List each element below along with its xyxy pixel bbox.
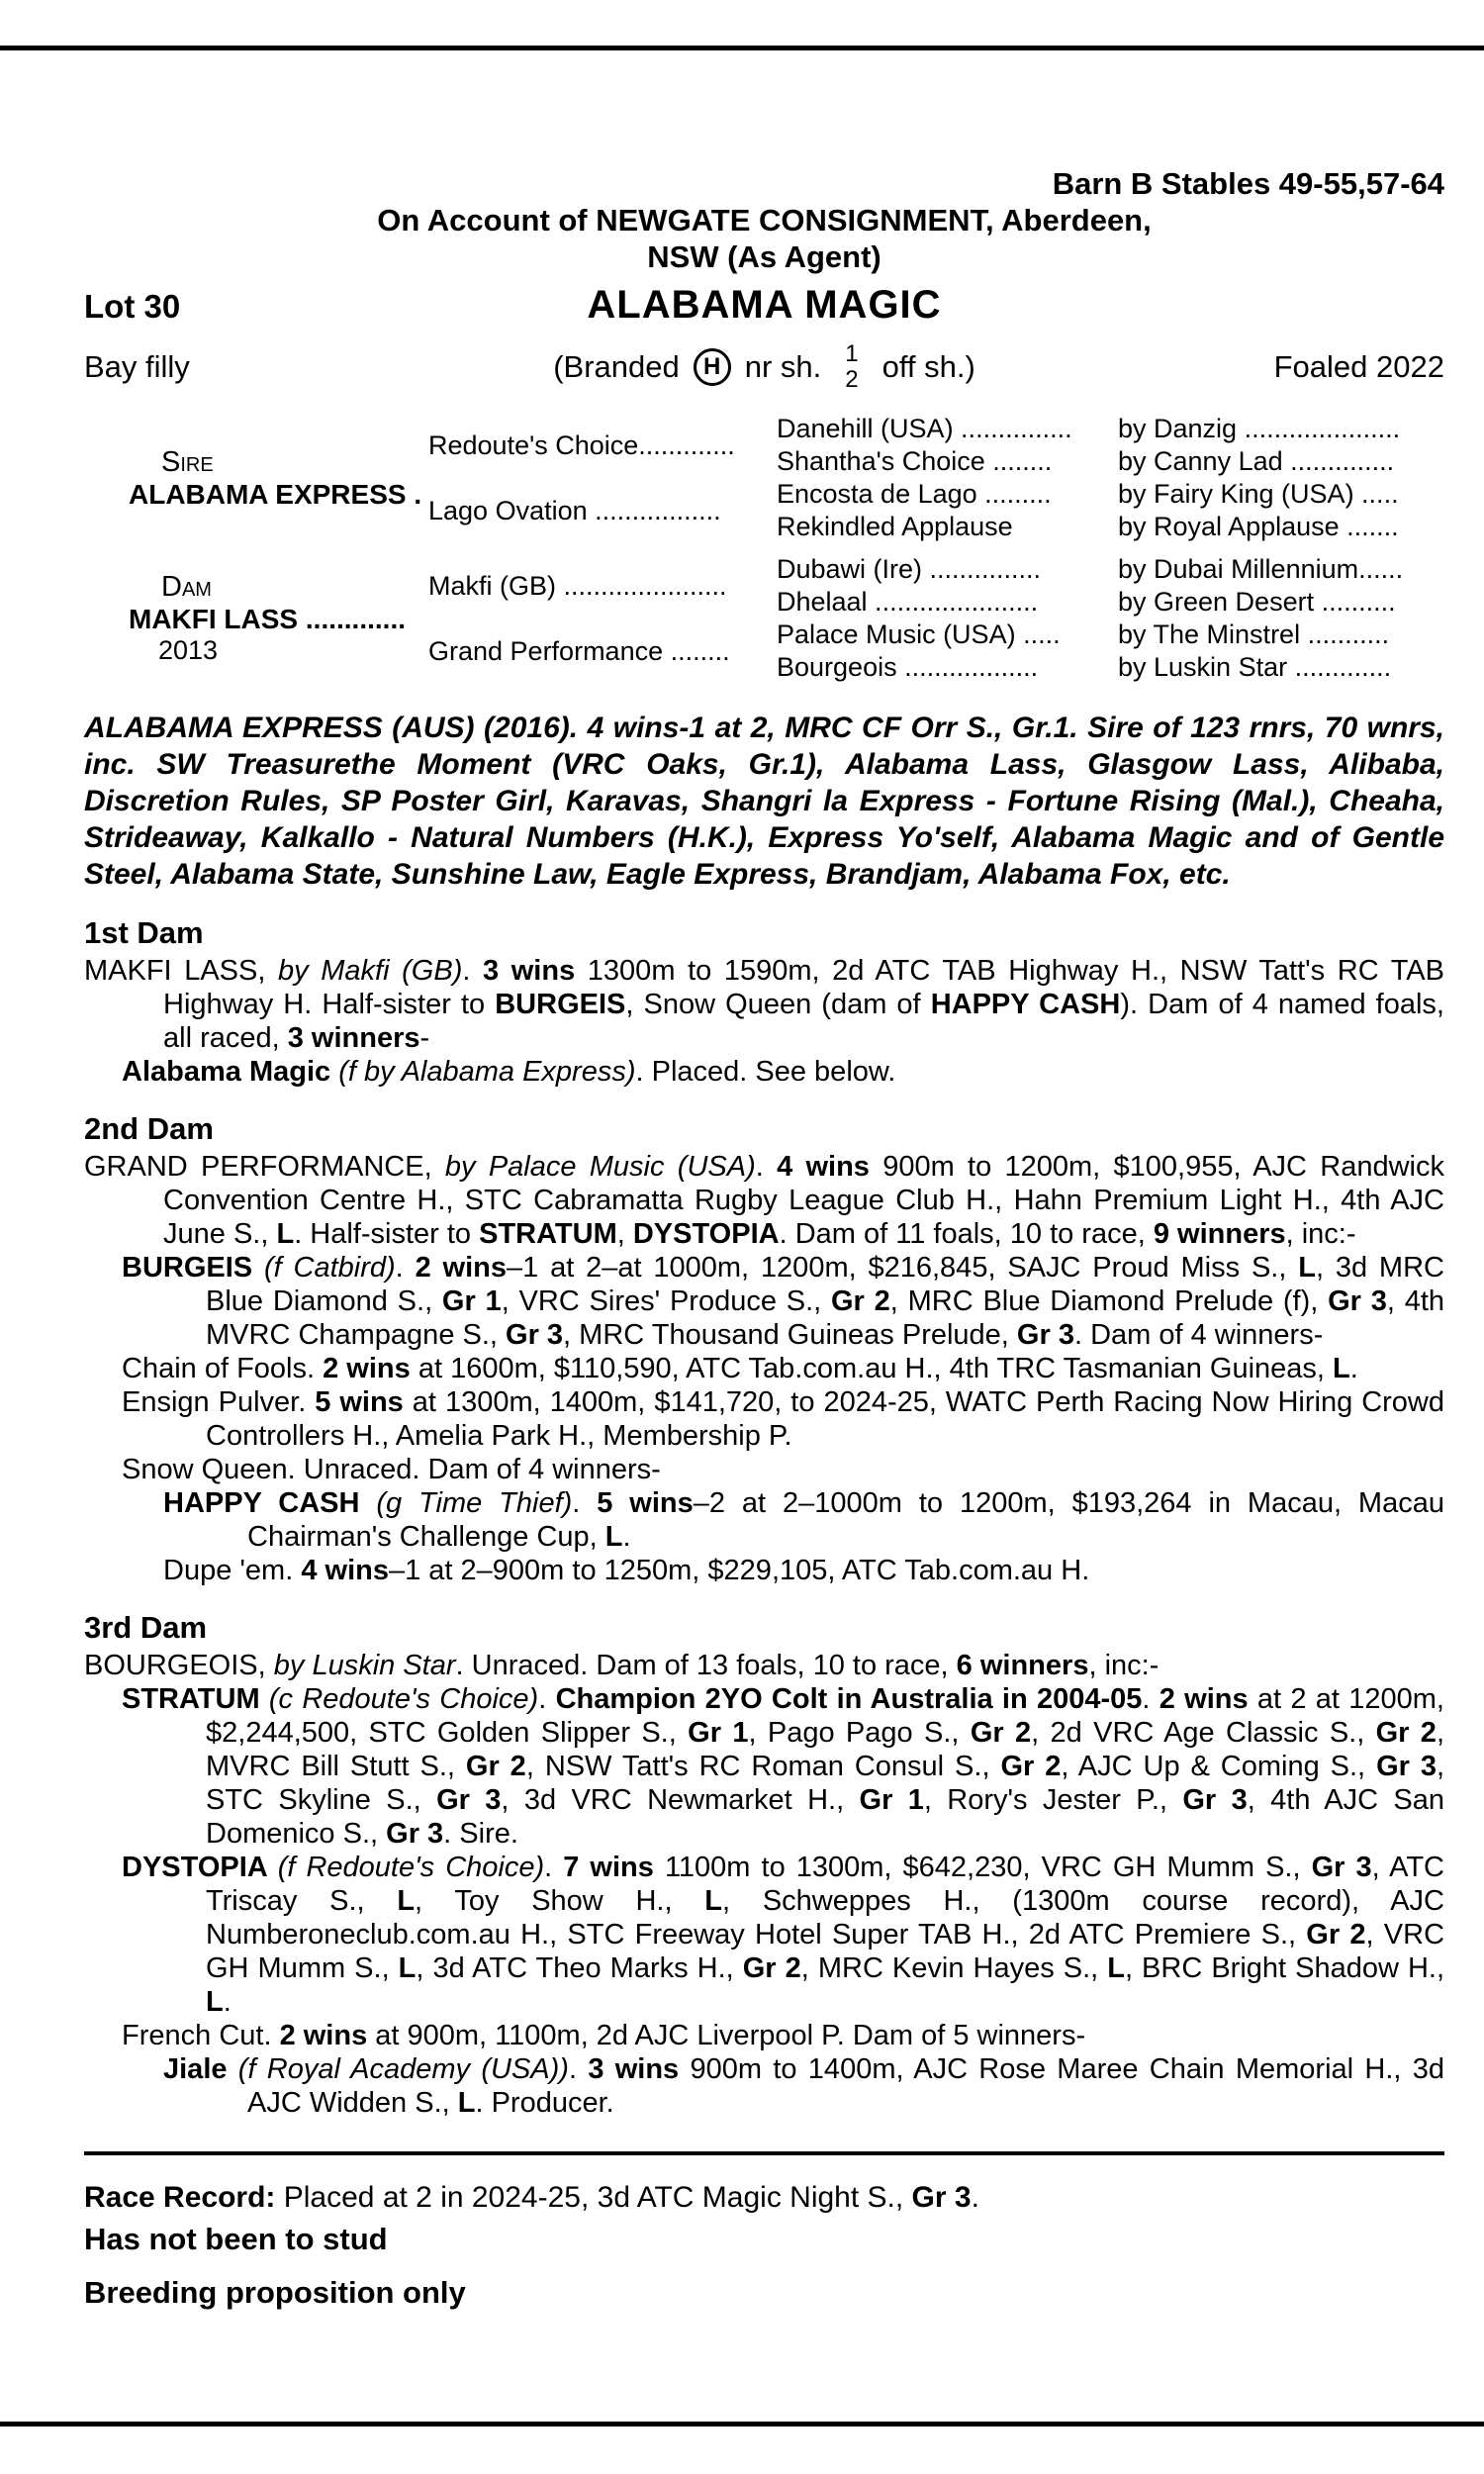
text-segment: Gr 3 <box>911 2181 972 2214</box>
text-segment: –1 at 2–900m to 1250m, $229,105, ATC Tab.com.au H. <box>388 1555 1090 1586</box>
brand-fraction-bottom: 2 <box>845 366 859 393</box>
text-segment: 3 wins <box>588 2053 680 2085</box>
text-segment: (f Catbird) <box>263 1252 396 1284</box>
text-segment: , Pago Pago S., <box>748 1717 971 1749</box>
dam-label: Dam <box>161 571 212 603</box>
text-segment: , VRC GH Mumm S., <box>206 1919 1445 1984</box>
first-dam-heading: 1st Dam <box>84 915 204 950</box>
foaled-year-label: Foaled 2022 <box>1273 349 1444 384</box>
text-segment: . <box>223 1986 232 2018</box>
catalogue-page <box>84 0 1444 2312</box>
text-segment: Chain of Fools. <box>122 1353 324 1384</box>
text-segment: Gr 1 <box>859 1784 924 1816</box>
text-segment: by Makfi (GB) <box>278 955 463 987</box>
text-segment: L <box>604 1521 623 1553</box>
pedigree-gen3-entry: Bourgeois .................. <box>777 652 1039 682</box>
text-segment: 5 wins <box>315 1386 404 1418</box>
pedigree-gen3-entry: Rekindled Applause <box>777 512 1013 541</box>
pedigree-gen4-entry: by Fairy King (USA) ..... <box>1118 479 1399 509</box>
colour-sex-label: Bay filly <box>84 349 190 384</box>
text-segment: Dupe 'em. <box>163 1555 302 1586</box>
second-dam-paragraph <box>84 1150 1444 1251</box>
pedigree-gen4-entry: by Danzig ..................... <box>1118 414 1401 443</box>
text-segment: HAPPY CASH <box>163 1487 377 1519</box>
text-segment: 3 wins <box>483 955 576 987</box>
text-segment: 4 wins <box>777 1151 870 1183</box>
first-dam-paragraph <box>84 954 1444 1055</box>
sire-name: ALABAMA EXPRESS . <box>129 478 422 510</box>
text-segment: . <box>1349 1353 1358 1384</box>
horse-info-row <box>84 337 1444 397</box>
text-segment: , BRC Bright Shadow H., <box>1124 1952 1445 1984</box>
pedigree-gen4-entry: by Canny Lad .............. <box>1118 446 1395 476</box>
lot-title-row <box>84 283 1444 328</box>
dam-year: 2013 <box>158 635 219 665</box>
pedigree-gen4-entry: by Green Desert .......... <box>1118 587 1396 617</box>
text-segment: L <box>206 1986 224 2018</box>
text-segment: (f Redoute's Choice) <box>277 1852 545 1883</box>
text-segment: French Cut. <box>122 2020 280 2051</box>
text-segment: , MRC Blue Diamond Prelude (f), <box>889 1285 1329 1317</box>
text-segment: BURGEIS <box>122 1252 264 1284</box>
text-segment: , 3d MRC Blue Diamond S., <box>206 1252 1444 1317</box>
pedigree-table <box>84 413 1444 684</box>
pedigree-gen3-entry: Danehill (USA) ............... <box>777 414 1072 443</box>
race-record-divider <box>84 2151 1444 2155</box>
text-segment: L <box>1298 1252 1316 1284</box>
text-segment: ). Dam of 4 named foals, all raced, <box>163 989 1444 1054</box>
text-segment: Gr 1 <box>688 1717 749 1749</box>
lot-number: Lot 30 <box>84 288 181 325</box>
text-segment: 4 wins <box>301 1555 389 1586</box>
text-segment: , 4th MVRC Champagne S., <box>206 1285 1445 1351</box>
consignor-line-2: NSW (As Agent) <box>647 239 881 274</box>
text-segment: . <box>395 1252 416 1284</box>
second-dam-grandprogeny-paragraph <box>163 1554 1444 1587</box>
text-segment: . <box>568 2053 589 2085</box>
text-segment: . <box>755 1151 778 1183</box>
text-segment: Gr 2 <box>465 1751 526 1782</box>
text-segment: . <box>538 1683 556 1715</box>
text-segment: , Toy Show H., <box>415 1885 705 1917</box>
off-shoulder-label: off sh.) <box>881 349 975 384</box>
text-segment: (c Redoute's Choice) <box>268 1683 539 1715</box>
third-dam-grandprogeny-paragraph <box>163 2052 1444 2120</box>
text-segment: . Half-sister to <box>294 1218 480 1250</box>
text-segment: . Sire. <box>443 1818 518 1850</box>
text-segment: at 2 at 1200m, $2,244,500, STC Golden Slipper S., <box>206 1683 1444 1749</box>
brand-number-fraction <box>845 341 858 393</box>
text-segment: DYSTOPIA <box>632 1218 780 1250</box>
text-segment: . <box>1142 1683 1159 1715</box>
second-dam-progeny-paragraph <box>122 1453 1444 1486</box>
pedigree-gen3-entry: Dhelaal ...................... <box>777 587 1039 617</box>
text-segment: (g Time Thief) <box>376 1487 573 1519</box>
text-segment: GRAND PERFORMANCE, <box>84 1151 445 1183</box>
third-dam-progeny-paragraph <box>122 1682 1444 1851</box>
text-segment: 2 wins <box>415 1252 507 1284</box>
barn-stables-line: Barn B Stables 49-55,57-64 <box>1052 166 1444 201</box>
text-segment: , inc:- <box>1088 1650 1159 1681</box>
text-segment: Champion 2YO Colt in Australia in 2004-05 <box>555 1683 1143 1715</box>
third-dam-progeny-paragraph <box>122 1851 1444 2019</box>
text-segment: - <box>419 1022 430 1054</box>
text-segment: Race Record: <box>84 2181 284 2214</box>
pedigree-dam-cell <box>84 553 428 684</box>
sire-summary-paragraph: ALABAMA EXPRESS (AUS) (2016). 4 wins-1 at 2, MRC CF Orr S., Gr.1. Sire of 123 rnrs, 70 wnrs, inc. SW Treasurethe Moment (VRC Oaks, Gr.1), Alabama Lass, Glasgow Lass, Alibaba, Discretion Rules, SP Poster Girl, Karavas, Shangri la Express - Fortune Rising (Mal.), Cheaha, Strideaway, Kalkallo - Natural Numbers (H.K.), Express Yo'self, Alabama Magic and of Gentle Steel, Alabama State, Sunshine Law, Eagle Express, Brandjam, Alabama Fox, etc. <box>84 712 1444 891</box>
text-segment: Gr 2 <box>970 1717 1032 1749</box>
pedigree-gen3-entry: Palace Music (USA) ..... <box>777 619 1061 649</box>
text-segment: Gr 3 <box>1016 1319 1074 1351</box>
text-segment: Placed at 2 in 2024-25, 3d ATC Magic Night S., <box>283 2181 912 2214</box>
text-segment: . <box>622 1521 631 1553</box>
text-segment: 6 winners <box>956 1650 1089 1681</box>
text-segment: 2 wins <box>279 2020 368 2051</box>
pedigree-gen2-entry: Redoute's Choice............. <box>428 429 735 460</box>
second-dam-progeny-paragraph <box>122 1352 1444 1385</box>
text-segment: 2 wins <box>1159 1683 1249 1715</box>
text-segment: 9 winners <box>1153 1218 1286 1250</box>
horse-name-title: ALABAMA MAGIC <box>587 283 942 327</box>
text-segment: Gr 2 <box>1375 1717 1437 1749</box>
race-record-paragraph <box>84 2179 1444 2217</box>
dam-name: MAKFI LASS ............. <box>129 604 407 634</box>
text-segment: –2 at 2–1000m to 1200m, $193,264 in Macau, Macau Chairman's Challenge Cup, <box>247 1487 1444 1553</box>
text-segment: L <box>457 2087 476 2119</box>
text-segment: Gr 1 <box>441 1285 502 1317</box>
text-segment: , MRC Thousand Guineas Prelude, <box>563 1319 1017 1351</box>
text-segment: . Dam of 11 foals, 10 to race, <box>779 1218 1154 1250</box>
text-segment: . <box>572 1487 598 1519</box>
text-segment: at 1600m, $110,590, ATC Tab.com.au H., 4th TRC Tasmanian Guineas, <box>410 1353 1334 1384</box>
text-segment: 5 wins <box>597 1487 694 1519</box>
text-segment: at 1300m, 1400m, $141,720, to 2024-25, WATC Perth Racing Now Hiring Crowd Controllers H., Amelia Park H., Membership P. <box>206 1386 1444 1452</box>
text-segment: –1 at 2–at 1000m, 1200m, $216,845, SAJC Proud Miss S., <box>506 1252 1299 1284</box>
pedigree-gen4-entry: by Royal Applause ....... <box>1118 512 1399 541</box>
text-segment: 3 winners <box>287 1022 420 1054</box>
near-shoulder-label: nr sh. <box>744 349 822 384</box>
text-segment: Gr 3 <box>1182 1784 1248 1816</box>
text-segment: (f by Alabama Express) <box>338 1056 636 1088</box>
text-segment: , Rory's Jester P., <box>923 1784 1183 1816</box>
text-segment: Gr 3 <box>1328 1285 1387 1317</box>
page-bottom-rule <box>0 2422 1484 2426</box>
second-dam-heading: 2nd Dam <box>84 1111 214 1146</box>
text-segment: . Dam of 4 winners- <box>1073 1319 1324 1351</box>
text-segment: by Luskin Star <box>273 1650 456 1681</box>
third-dam-progeny-paragraph <box>122 2019 1444 2052</box>
text-segment: (f Royal Academy (USA)) <box>237 2053 569 2085</box>
pedigree-gen4-entry: by Dubai Millennium...... <box>1118 554 1404 584</box>
pedigree-sire-cell <box>84 413 428 543</box>
text-segment: 1300m to 1590m, 2d ATC TAB Highway H., NSW Tatt's RC TAB Highway H. Half-sister to <box>163 955 1444 1020</box>
consignor-line-1: On Account of NEWGATE CONSIGNMENT, Aberdeen, <box>377 203 1152 238</box>
text-segment: 900m to 1200m, $100,955, AJC Randwick Convention Centre H., STC Cabramatta Rugby League Club H., Hahn Premium Light H., 4th AJC June S., <box>163 1151 1444 1250</box>
branded-prefix: (Branded <box>553 349 680 384</box>
text-segment: BURGEIS <box>495 989 626 1020</box>
pedigree-gen3-entry: Shantha's Choice ........ <box>777 446 1053 476</box>
text-segment: L <box>1107 1952 1125 1984</box>
text-segment: STRATUM <box>479 1218 617 1250</box>
text-segment: Gr 3 <box>436 1784 502 1816</box>
text-segment: L <box>704 1885 723 1917</box>
sire-label: Sire <box>161 445 214 478</box>
text-segment: L <box>276 1218 295 1250</box>
text-segment: Gr 2 <box>1000 1751 1062 1782</box>
first-dam-progeny-paragraph <box>122 1055 1444 1089</box>
pedigree-gen2-entry: Lago Ovation ................. <box>428 495 721 525</box>
text-segment: at 900m, 1100m, 2d AJC Liverpool P. Dam of 5 winners- <box>367 2020 1086 2051</box>
pedigree-gen4-entry: by The Minstrel ........... <box>1118 619 1390 649</box>
text-segment: Snow Queen. Unraced. Dam of 4 winners- <box>122 1454 661 1485</box>
text-segment: 900m to 1400m, AJC Rose Maree Chain Memorial H., 3d AJC Widden S., <box>247 2053 1444 2119</box>
text-segment: , ATC Triscay S., <box>206 1852 1444 1917</box>
text-segment: Gr 3 <box>386 1818 444 1850</box>
text-segment: . Producer. <box>475 2087 614 2119</box>
text-segment: Gr 2 <box>831 1285 890 1317</box>
third-dam-paragraph <box>84 1649 1444 1682</box>
text-segment: , MVRC Bill Stutt S., <box>206 1717 1444 1782</box>
text-segment: 1100m to 1300m, $642,230, VRC GH Mumm S., <box>653 1852 1312 1883</box>
text-segment: Alabama Magic <box>122 1056 339 1088</box>
pedigree-gen2-entry: Grand Performance ........ <box>428 635 730 666</box>
text-segment: Gr 3 <box>506 1319 564 1351</box>
text-segment: . Unraced. Dam of 13 foals, 10 to race, <box>455 1650 957 1681</box>
second-dam-grandprogeny-paragraph <box>163 1486 1444 1554</box>
second-dam-progeny-paragraph <box>122 1251 1444 1352</box>
text-segment: Gr 3 <box>1311 1852 1372 1883</box>
text-segment: . Placed. See below. <box>635 1056 896 1088</box>
text-segment: , AJC Up & Coming S., <box>1061 1751 1377 1782</box>
pedigree-gen3-entry: Dubawi (Ire) ............... <box>777 554 1042 584</box>
brand-fraction-top: 1 <box>845 340 859 367</box>
text-segment: , 4th AJC San Domenico S., <box>206 1784 1444 1850</box>
text-segment: L <box>1333 1353 1350 1384</box>
text-segment: . <box>462 955 484 987</box>
text-segment: Ensign Pulver. <box>122 1386 316 1418</box>
second-dam-progeny-paragraph <box>122 1385 1444 1453</box>
text-segment: BOURGEOIS, <box>84 1650 274 1681</box>
text-segment: Gr 2 <box>1306 1919 1366 1951</box>
text-segment: . <box>971 2181 979 2214</box>
text-segment: by Palace Music (USA) <box>444 1151 756 1183</box>
text-segment: , 2d VRC Age Classic S., <box>1031 1717 1376 1749</box>
text-segment: L <box>398 1952 417 1984</box>
text-segment: , inc:- <box>1285 1218 1356 1250</box>
text-segment: , MRC Kevin Hayes S., <box>800 1952 1108 1984</box>
text-segment: , STC Skyline S., <box>206 1751 1445 1816</box>
text-segment: , 3d ATC Theo Marks H., <box>416 1952 743 1984</box>
text-segment: , Schweppes H., (1300m course record), AJC Numberoneclub.com.au H., STC Freeway Hotel Super TAB H., 2d ATC Premiere S., <box>206 1885 1444 1951</box>
third-dam-heading: 3rd Dam <box>84 1610 208 1645</box>
text-segment: Gr 2 <box>742 1952 801 1984</box>
text-segment: , 3d VRC Newmarket H., <box>501 1784 860 1816</box>
brand-icon: H <box>694 348 731 386</box>
brand-description <box>553 341 975 393</box>
text-segment: 7 wins <box>563 1852 654 1883</box>
text-segment: Gr 3 <box>1376 1751 1437 1782</box>
pedigree-gen2-entry: Makfi (GB) ...................... <box>428 570 727 601</box>
text-segment: , VRC Sires' Produce S., <box>501 1285 831 1317</box>
pedigree-gen3-entry: Encosta de Lago ......... <box>777 479 1052 509</box>
text-segment: DYSTOPIA <box>122 1852 278 1883</box>
pedigree-gen4-entry: by Luskin Star ............. <box>1118 652 1392 682</box>
text-segment: , Snow Queen (dam of <box>625 989 931 1020</box>
text-segment: STRATUM <box>122 1683 269 1715</box>
text-segment: . <box>544 1852 564 1883</box>
breeding-proposition-note: Breeding proposition only <box>84 2275 466 2310</box>
stud-status-note: Has not been to stud <box>84 2222 388 2256</box>
text-segment: , <box>616 1218 633 1250</box>
text-segment: Jiale <box>163 2053 238 2085</box>
text-segment: HAPPY CASH <box>930 989 1121 1020</box>
text-segment: 2 wins <box>323 1353 411 1384</box>
text-segment: , NSW Tatt's RC Roman Consul S., <box>525 1751 1001 1782</box>
text-segment: L <box>397 1885 416 1917</box>
text-segment: MAKFI LASS, <box>84 955 279 987</box>
